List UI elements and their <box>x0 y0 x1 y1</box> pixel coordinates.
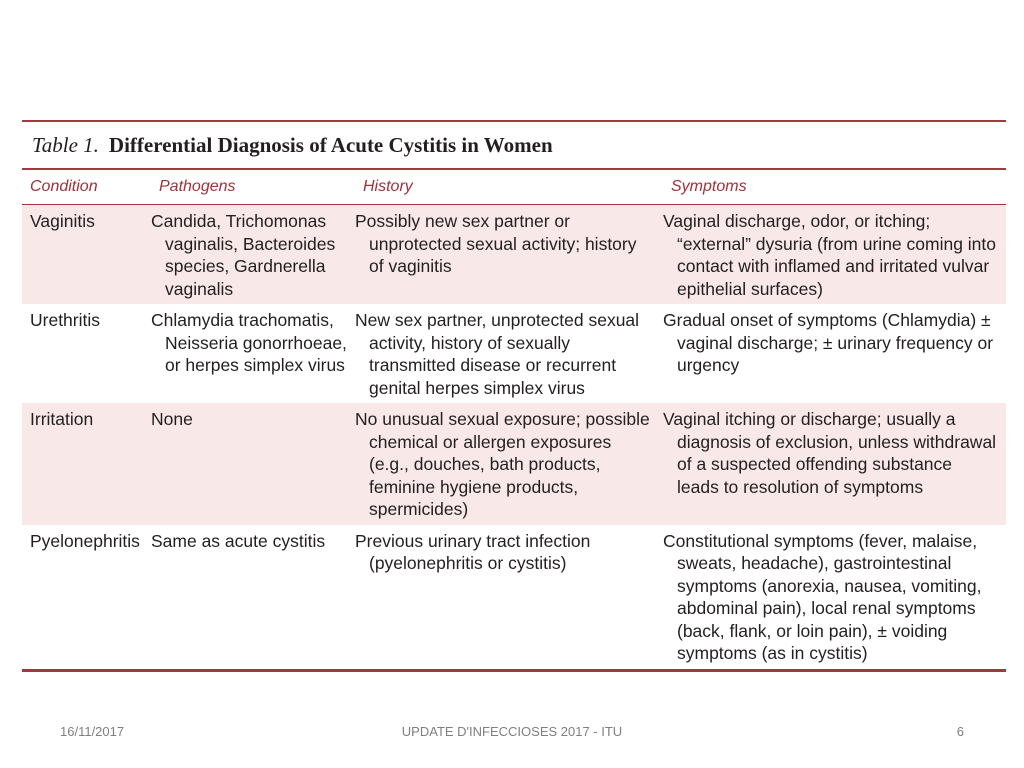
cell-condition: Irritation <box>22 403 151 525</box>
cell-pathogens: None <box>151 403 355 525</box>
table-row <box>22 403 1006 525</box>
cell-symptoms: Vaginal itching or discharge; usually a diagnosis of exclusion, unless withdrawal of a suspected offending substance leads to resolution of symptoms <box>663 403 1006 525</box>
cell-pathogens: Candida, Trichomonas vaginalis, Bacteroides species, Gardnerella vaginalis <box>151 205 355 305</box>
header-symptoms: Symptoms <box>663 170 1006 205</box>
header-history: History <box>355 170 663 205</box>
footer-date: 16/11/2017 <box>60 724 125 739</box>
differential-diagnosis-table <box>22 120 1006 672</box>
cell-symptoms: Vaginal discharge, odor, or itching; “external” dysuria (from urine coming into contact with inflamed and irritated vulvar epithelial surfaces) <box>663 205 1006 305</box>
cell-condition: Pyelonephritis <box>30 530 140 551</box>
table-row <box>22 525 1006 669</box>
cell-symptoms: Gradual onset of symptoms (Chlamydia) ± vaginal discharge; ± urinary frequency or urgency <box>663 310 994 375</box>
cell-symptoms: Constitutional symptoms (fever, malaise, sweats, headache), gastrointestinal symptoms (anorexia, nausea, vomiting, abdominal pain), local renal symptoms (back, flank, or loin pain), ± voiding symptoms (as in cystitis) <box>663 530 982 663</box>
cell-condition: Vaginitis <box>22 205 151 305</box>
header-condition: Condition <box>22 170 151 205</box>
footer-title: UPDATE D'INFECCIOSES 2017 - ITU <box>401 724 623 739</box>
header-pathogens: Pathogens <box>151 170 355 205</box>
table-number: Table 1. <box>32 132 99 157</box>
cell-condition: Urethritis <box>30 310 101 330</box>
cell-history: Possibly new sex partner or unprotected sexual activity; history of vaginitis <box>355 205 663 305</box>
slide-footer <box>0 724 1024 744</box>
cell-history: Previous urinary tract infection (pyelonephritis or cystitis) <box>355 530 591 573</box>
cell-history: New sex partner, unprotected sexual activity, history of sexually transmitted disease or recurrent genital herpes simplex virus <box>355 310 640 398</box>
page-number: 6 <box>956 724 964 739</box>
table-bottom-rule <box>22 669 1006 672</box>
cell-history: No unusual sexual exposure; possible chemical or allergen exposures (e.g., douches, bath products, feminine hygiene products, spermicides) <box>355 403 663 525</box>
table-grid <box>22 170 1006 669</box>
cell-pathogens: Chlamydia trachomatis, Neisseria gonorrhoeae, or herpes simplex virus <box>151 310 347 375</box>
cell-pathogens: Same as acute cystitis <box>151 530 326 551</box>
table-title <box>22 122 1006 168</box>
table-row <box>22 205 1006 305</box>
table-header-row <box>22 170 1006 205</box>
table-row <box>22 304 1006 403</box>
table-title-text: Differential Diagnosis of Acute Cystitis in Women <box>108 132 553 157</box>
